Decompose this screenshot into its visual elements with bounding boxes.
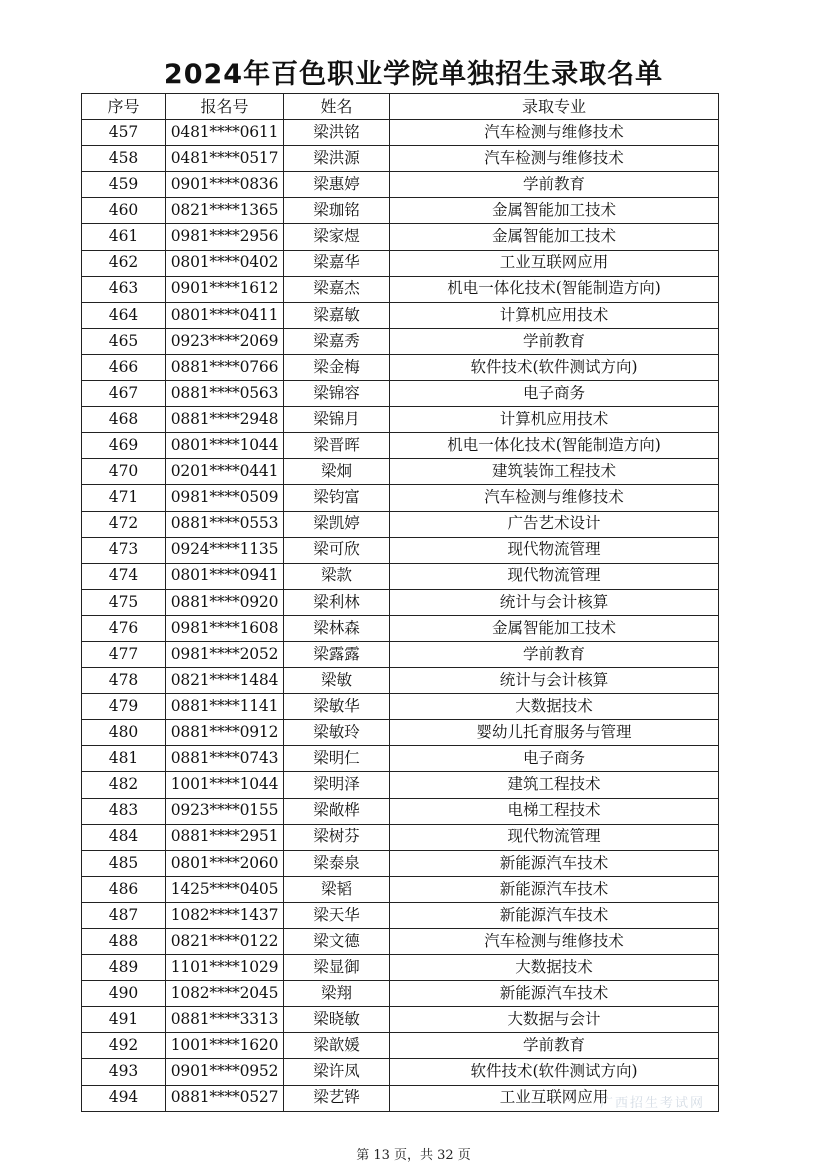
table-row <box>82 955 719 981</box>
row-name: 梁文德 <box>284 929 390 955</box>
row-seq: 489 <box>82 955 166 981</box>
row-seq: 460 <box>82 198 166 224</box>
row-name: 梁晋晖 <box>284 433 390 459</box>
row-name: 梁明泽 <box>284 772 390 798</box>
table-row <box>82 902 719 928</box>
row-seq: 469 <box>82 433 166 459</box>
row-major: 金属智能加工技术 <box>390 615 719 641</box>
row-name: 梁洪铭 <box>284 120 390 146</box>
row-major: 工业互联网应用 <box>390 1085 719 1111</box>
row-seq: 467 <box>82 381 166 407</box>
page-footer: 第 13 页，共 32 页 <box>356 1148 471 1163</box>
row-reg-no: 0801****0411 <box>166 302 284 328</box>
row-seq: 477 <box>82 641 166 667</box>
table-row <box>82 589 719 615</box>
row-major: 统计与会计核算 <box>390 668 719 694</box>
row-seq: 476 <box>82 615 166 641</box>
table-row <box>82 302 719 328</box>
row-seq: 487 <box>82 902 166 928</box>
row-seq: 458 <box>82 146 166 172</box>
row-reg-no: 0881****0553 <box>166 511 284 537</box>
row-name: 梁敏 <box>284 668 390 694</box>
row-seq: 464 <box>82 302 166 328</box>
row-major: 统计与会计核算 <box>390 589 719 615</box>
row-reg-no: 0201****0441 <box>166 459 284 485</box>
table-row <box>82 328 719 354</box>
table-row <box>82 172 719 198</box>
row-name: 梁凯婷 <box>284 511 390 537</box>
table-row <box>82 485 719 511</box>
row-major: 软件技术(软件测试方向) <box>390 1059 719 1085</box>
row-seq: 475 <box>82 589 166 615</box>
row-seq: 492 <box>82 1033 166 1059</box>
row-reg-no: 1082****2045 <box>166 981 284 1007</box>
row-seq: 459 <box>82 172 166 198</box>
row-reg-no: 0881****0912 <box>166 720 284 746</box>
row-name: 梁炯 <box>284 459 390 485</box>
table-row <box>82 198 719 224</box>
row-reg-no: 0801****1044 <box>166 433 284 459</box>
row-major: 汽车检测与维修技术 <box>390 485 719 511</box>
row-name: 梁露露 <box>284 641 390 667</box>
row-seq: 461 <box>82 224 166 250</box>
row-name: 梁锦月 <box>284 407 390 433</box>
row-major: 新能源汽车技术 <box>390 902 719 928</box>
row-seq: 479 <box>82 694 166 720</box>
row-seq: 463 <box>82 276 166 302</box>
row-seq: 465 <box>82 328 166 354</box>
row-reg-no: 0881****0743 <box>166 746 284 772</box>
row-major: 新能源汽车技术 <box>390 981 719 1007</box>
table-body <box>82 120 719 1112</box>
table-row <box>82 929 719 955</box>
row-reg-no: 0981****2052 <box>166 641 284 667</box>
page-title: 2024年百色职业学院单独招生录取名单 <box>163 59 664 90</box>
row-reg-no: 0981****0509 <box>166 485 284 511</box>
row-reg-no: 0801****0941 <box>166 563 284 589</box>
row-reg-no: 1425****0405 <box>166 876 284 902</box>
row-seq: 482 <box>82 772 166 798</box>
header-name: 姓名 <box>284 94 390 120</box>
row-major: 汽车检测与维修技术 <box>390 929 719 955</box>
row-reg-no: 0901****1612 <box>166 276 284 302</box>
row-seq: 462 <box>82 250 166 276</box>
row-reg-no: 0923****2069 <box>166 328 284 354</box>
row-reg-no: 0481****0611 <box>166 120 284 146</box>
table-row <box>82 146 719 172</box>
row-major: 学前教育 <box>390 641 719 667</box>
row-name: 梁款 <box>284 563 390 589</box>
table-row <box>82 511 719 537</box>
row-seq: 478 <box>82 668 166 694</box>
row-reg-no: 0881****0527 <box>166 1085 284 1111</box>
header-seq: 序号 <box>82 94 166 120</box>
row-reg-no: 0881****3313 <box>166 1007 284 1033</box>
row-name: 梁明仁 <box>284 746 390 772</box>
row-reg-no: 0881****0766 <box>166 354 284 380</box>
row-name: 梁洪源 <box>284 146 390 172</box>
header-reg-no: 报名号 <box>166 94 284 120</box>
row-name: 梁林森 <box>284 615 390 641</box>
row-reg-no: 0881****0920 <box>166 589 284 615</box>
row-reg-no: 0821****1484 <box>166 668 284 694</box>
table-row <box>82 433 719 459</box>
row-major: 计算机应用技术 <box>390 407 719 433</box>
row-reg-no: 0924****1135 <box>166 537 284 563</box>
row-reg-no: 0901****0836 <box>166 172 284 198</box>
row-reg-no: 0881****1141 <box>166 694 284 720</box>
row-major: 电子商务 <box>390 746 719 772</box>
row-name: 梁敞桦 <box>284 798 390 824</box>
row-major: 大数据与会计 <box>390 1007 719 1033</box>
table-row <box>82 772 719 798</box>
row-major: 新能源汽车技术 <box>390 876 719 902</box>
row-name: 梁嘉秀 <box>284 328 390 354</box>
table-row <box>82 459 719 485</box>
row-name: 梁锦容 <box>284 381 390 407</box>
header-major: 录取专业 <box>390 94 719 120</box>
row-seq: 494 <box>82 1085 166 1111</box>
table-row <box>82 563 719 589</box>
table-row <box>82 354 719 380</box>
row-major: 现代物流管理 <box>390 537 719 563</box>
row-reg-no: 0881****2948 <box>166 407 284 433</box>
row-reg-no: 0481****0517 <box>166 146 284 172</box>
table-row <box>82 824 719 850</box>
row-name: 梁歆媛 <box>284 1033 390 1059</box>
table-row <box>82 537 719 563</box>
row-reg-no: 0821****1365 <box>166 198 284 224</box>
table-row <box>82 615 719 641</box>
row-seq: 473 <box>82 537 166 563</box>
table-row <box>82 250 719 276</box>
watermark: 广西招生考试网 <box>600 1096 706 1111</box>
row-reg-no: 0821****0122 <box>166 929 284 955</box>
row-name: 梁珈铭 <box>284 198 390 224</box>
row-major: 电梯工程技术 <box>390 798 719 824</box>
row-name: 梁翔 <box>284 981 390 1007</box>
row-major: 学前教育 <box>390 1033 719 1059</box>
row-major: 婴幼儿托育服务与管理 <box>390 720 719 746</box>
row-name: 梁惠婷 <box>284 172 390 198</box>
table-row <box>82 746 719 772</box>
row-major: 广告艺术设计 <box>390 511 719 537</box>
table-row <box>82 876 719 902</box>
row-reg-no: 1101****1029 <box>166 955 284 981</box>
row-name: 梁泰泉 <box>284 850 390 876</box>
row-major: 电子商务 <box>390 381 719 407</box>
row-major: 机电一体化技术(智能制造方向) <box>390 276 719 302</box>
row-seq: 481 <box>82 746 166 772</box>
table-row <box>82 694 719 720</box>
row-name: 梁晓敏 <box>284 1007 390 1033</box>
row-name: 梁利林 <box>284 589 390 615</box>
row-seq: 484 <box>82 824 166 850</box>
row-reg-no: 1082****1437 <box>166 902 284 928</box>
row-major: 计算机应用技术 <box>390 302 719 328</box>
row-seq: 457 <box>82 120 166 146</box>
table-header-row <box>82 94 719 120</box>
row-name: 梁钧富 <box>284 485 390 511</box>
table-row <box>82 1007 719 1033</box>
table-row <box>82 1059 719 1085</box>
row-seq: 490 <box>82 981 166 1007</box>
row-seq: 486 <box>82 876 166 902</box>
table-row <box>82 641 719 667</box>
row-name: 梁显御 <box>284 955 390 981</box>
row-major: 大数据技术 <box>390 955 719 981</box>
row-name: 梁嘉华 <box>284 250 390 276</box>
row-name: 梁可欣 <box>284 537 390 563</box>
row-major: 新能源汽车技术 <box>390 850 719 876</box>
row-seq: 474 <box>82 563 166 589</box>
row-major: 现代物流管理 <box>390 563 719 589</box>
row-name: 梁敏华 <box>284 694 390 720</box>
table-row <box>82 720 719 746</box>
row-major: 金属智能加工技术 <box>390 198 719 224</box>
row-reg-no: 0881****2951 <box>166 824 284 850</box>
row-seq: 470 <box>82 459 166 485</box>
row-major: 工业互联网应用 <box>390 250 719 276</box>
row-reg-no: 0881****0563 <box>166 381 284 407</box>
row-name: 梁金梅 <box>284 354 390 380</box>
table-row <box>82 120 719 146</box>
row-seq: 480 <box>82 720 166 746</box>
row-major: 软件技术(软件测试方向) <box>390 354 719 380</box>
row-major: 建筑装饰工程技术 <box>390 459 719 485</box>
row-name: 梁艺铧 <box>284 1085 390 1111</box>
row-major: 学前教育 <box>390 328 719 354</box>
row-major: 学前教育 <box>390 172 719 198</box>
table-row <box>82 407 719 433</box>
row-seq: 488 <box>82 929 166 955</box>
row-name: 梁韬 <box>284 876 390 902</box>
row-reg-no: 1001****1044 <box>166 772 284 798</box>
row-name: 梁嘉敏 <box>284 302 390 328</box>
row-seq: 491 <box>82 1007 166 1033</box>
table-row <box>82 981 719 1007</box>
row-reg-no: 0923****0155 <box>166 798 284 824</box>
row-reg-no: 0801****2060 <box>166 850 284 876</box>
row-seq: 493 <box>82 1059 166 1085</box>
row-seq: 466 <box>82 354 166 380</box>
table-row <box>82 276 719 302</box>
row-name: 梁天华 <box>284 902 390 928</box>
row-major: 现代物流管理 <box>390 824 719 850</box>
row-reg-no: 0981****2956 <box>166 224 284 250</box>
admission-table <box>81 93 719 1112</box>
row-major: 金属智能加工技术 <box>390 224 719 250</box>
row-major: 大数据技术 <box>390 694 719 720</box>
row-seq: 472 <box>82 511 166 537</box>
row-seq: 471 <box>82 485 166 511</box>
row-reg-no: 0801****0402 <box>166 250 284 276</box>
table-row <box>82 668 719 694</box>
row-seq: 468 <box>82 407 166 433</box>
row-major: 机电一体化技术(智能制造方向) <box>390 433 719 459</box>
row-name: 梁家煜 <box>284 224 390 250</box>
table-row <box>82 1033 719 1059</box>
row-seq: 485 <box>82 850 166 876</box>
row-reg-no: 0981****1608 <box>166 615 284 641</box>
row-reg-no: 0901****0952 <box>166 1059 284 1085</box>
row-major: 建筑工程技术 <box>390 772 719 798</box>
table-row <box>82 798 719 824</box>
row-major: 汽车检测与维修技术 <box>390 146 719 172</box>
table-row <box>82 224 719 250</box>
row-major: 汽车检测与维修技术 <box>390 120 719 146</box>
table-row <box>82 381 719 407</box>
table-row <box>82 850 719 876</box>
row-name: 梁嘉杰 <box>284 276 390 302</box>
row-seq: 483 <box>82 798 166 824</box>
row-name: 梁树芬 <box>284 824 390 850</box>
row-name: 梁许凤 <box>284 1059 390 1085</box>
row-reg-no: 1001****1620 <box>166 1033 284 1059</box>
row-name: 梁敏玲 <box>284 720 390 746</box>
